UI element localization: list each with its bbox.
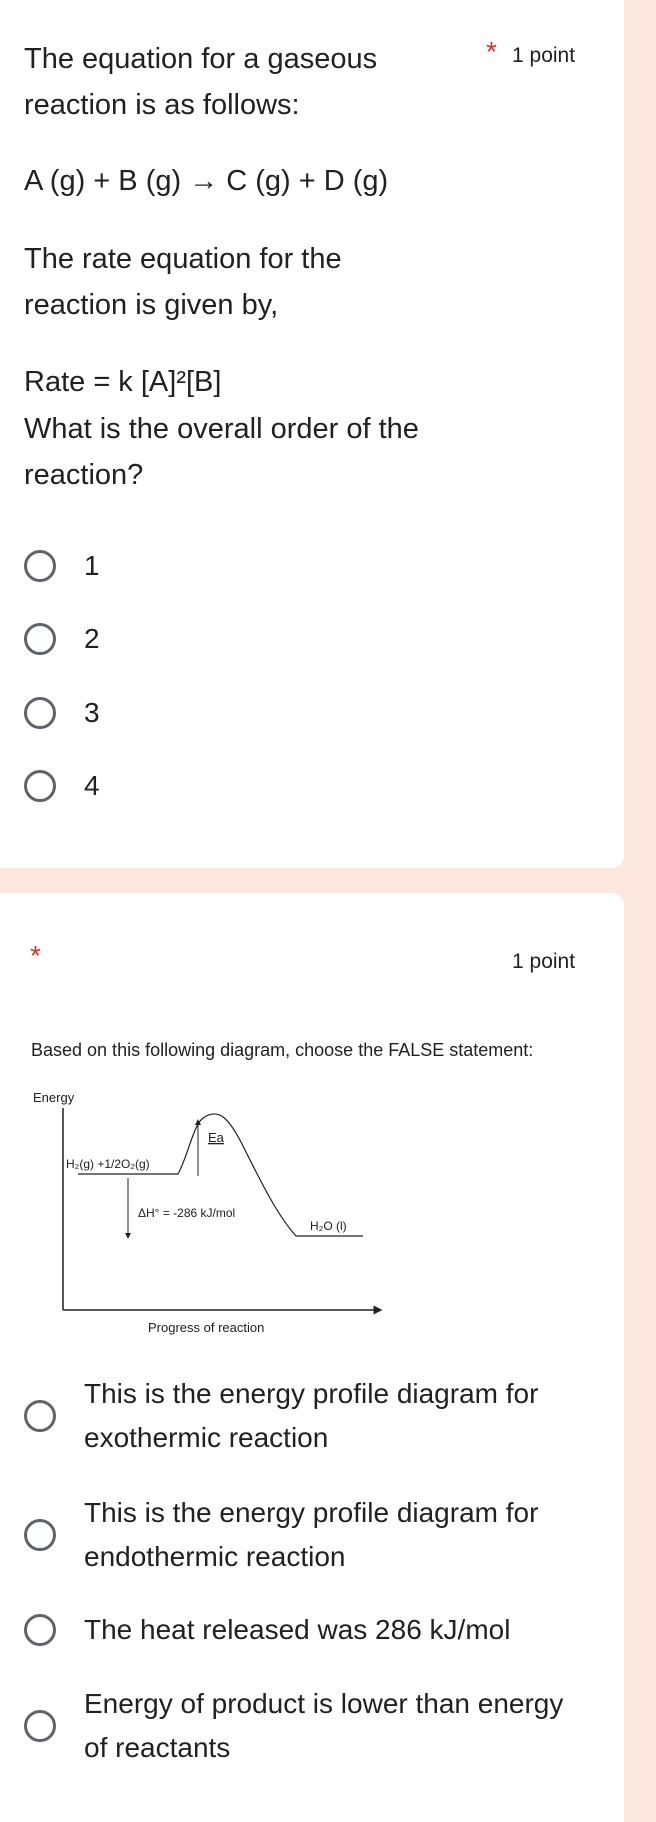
radio-button[interactable] (24, 1614, 56, 1646)
question-2-points: 1 point (512, 950, 576, 973)
required-star: * (486, 36, 497, 67)
question-1-rate-intro: The rate equation for the reaction is given by, (24, 243, 342, 321)
question-2-option-3[interactable] (24, 1608, 604, 1652)
question-1-option-4[interactable] (24, 764, 100, 808)
x-axis-label: Progress of reaction (148, 1320, 265, 1335)
product-label: H₂O (l) (310, 1219, 347, 1233)
option-label: The heat released was 286 kJ/mol (84, 1614, 511, 1645)
question-1-option-2[interactable] (24, 617, 100, 661)
option-label: This is the energy profile diagram for endothermic reaction (84, 1497, 539, 1572)
question-1-rate-equation: Rate = k [A]²[B] (24, 366, 222, 398)
question-1-title: The equation for a gaseous reaction is as follows: (24, 43, 378, 121)
radio-button[interactable] (24, 1519, 56, 1551)
radio-button[interactable] (24, 550, 56, 582)
required-star: * (30, 940, 41, 971)
question-2-option-2[interactable] (24, 1491, 604, 1579)
radio-button[interactable] (24, 770, 56, 802)
option-label: 2 (84, 623, 100, 654)
question-2-option-1[interactable] (24, 1372, 604, 1460)
question-1-points: 1 point (512, 44, 576, 67)
option-label: Energy of product is lower than energy of reactants (84, 1688, 564, 1763)
radio-button[interactable] (24, 1400, 56, 1432)
question-1-option-3[interactable] (24, 691, 100, 735)
question-card-1 (0, 0, 624, 868)
energy-profile-diagram (28, 1086, 388, 1346)
radio-button[interactable] (24, 697, 56, 729)
question-1-option-1[interactable] (24, 544, 100, 588)
delta-h-label: ΔH° = -286 kJ/mol (138, 1206, 236, 1220)
option-label: 1 (84, 550, 100, 581)
option-label: 4 (84, 770, 100, 801)
radio-button[interactable] (24, 623, 56, 655)
option-label: 3 (84, 697, 100, 728)
question-1-equation: A (g) + B (g) → C (g) + D (g) (24, 165, 389, 197)
question-2-instruction: Based on this following diagram, choose the FALSE statement: (31, 1040, 534, 1060)
radio-button[interactable] (24, 1710, 56, 1742)
ea-label: Ea (208, 1130, 224, 1145)
option-label: This is the energy profile diagram for exothermic reaction (84, 1378, 539, 1453)
question-1-prompt: What is the overall order of the reaction? (24, 413, 419, 491)
y-axis-label: Energy (33, 1090, 75, 1105)
reactants-label: H₂(g) +1/2O₂(g) (66, 1157, 150, 1171)
question-2-option-4[interactable] (24, 1682, 604, 1770)
